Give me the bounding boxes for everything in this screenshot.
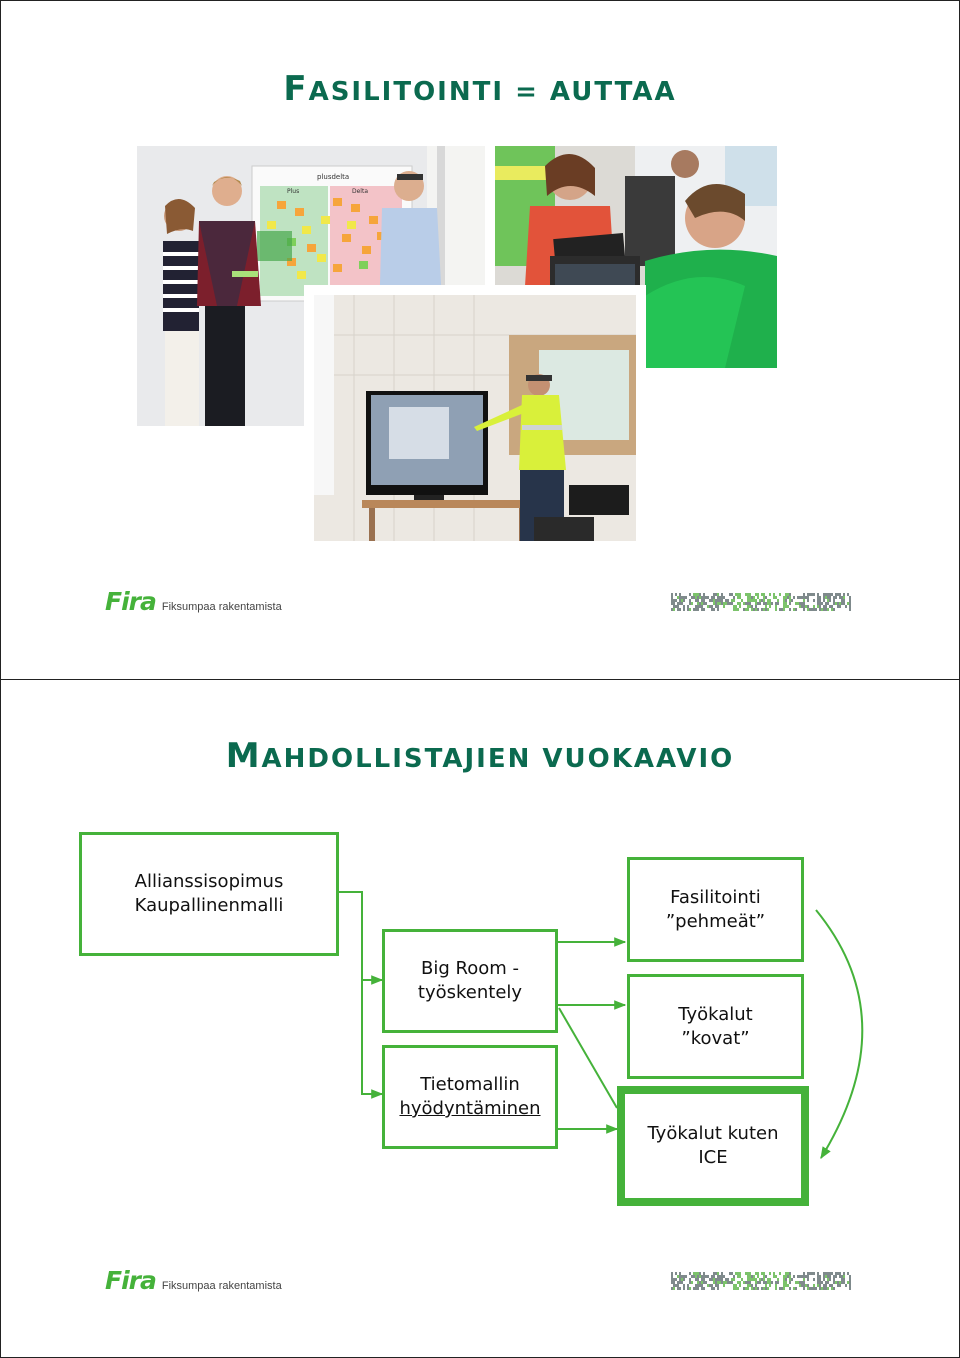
wall-col-plus: Plus: [287, 188, 300, 195]
fira-slogan: Fiksumpaa rakentamista: [161, 1280, 282, 1292]
wall-note-title: plusdelta: [317, 173, 350, 181]
photo-screen-presentation: [304, 285, 646, 550]
arrow-bigroom-to-ice: [559, 1008, 617, 1108]
arrow-allianssi-to-bigroom: [338, 892, 382, 980]
fira-logo: Fira Fiksumpaa rakentamista: [105, 1266, 282, 1295]
fira-slogan: Fiksumpaa rakentamista: [161, 601, 282, 613]
box-tyokalut-kovat: Työkalut ”kovat”: [627, 974, 804, 1079]
slide1-title: FASILITOINTI = AUTTAA: [283, 69, 677, 109]
box-allianssisopimus: Allianssisopimus Kaupallinenmalli: [79, 832, 339, 956]
box-tyokalut-ice: Työkalut kuten ICE: [617, 1086, 809, 1206]
arrow-allianssi-to-tietomalli: [362, 980, 382, 1094]
wall-col-delta: Delta: [352, 188, 369, 195]
slide-enablers-flowchart: [0, 679, 960, 1358]
box-big-room: Big Room - työskentely: [382, 929, 558, 1033]
arrow-curve-to-ice: [816, 910, 862, 1158]
decorative-strip: [671, 593, 851, 611]
box-fasilitointi: Fasilitointi ”pehmeät”: [627, 857, 804, 962]
decorative-strip: [671, 1272, 851, 1290]
box-tietomalli: Tietomallin hyödyntäminen: [382, 1045, 558, 1149]
fira-logo: Fira Fiksumpaa rakentamista: [105, 587, 282, 616]
slide2-title: MAHDOLLISTAJIEN VUOKAAVIO: [225, 736, 735, 776]
